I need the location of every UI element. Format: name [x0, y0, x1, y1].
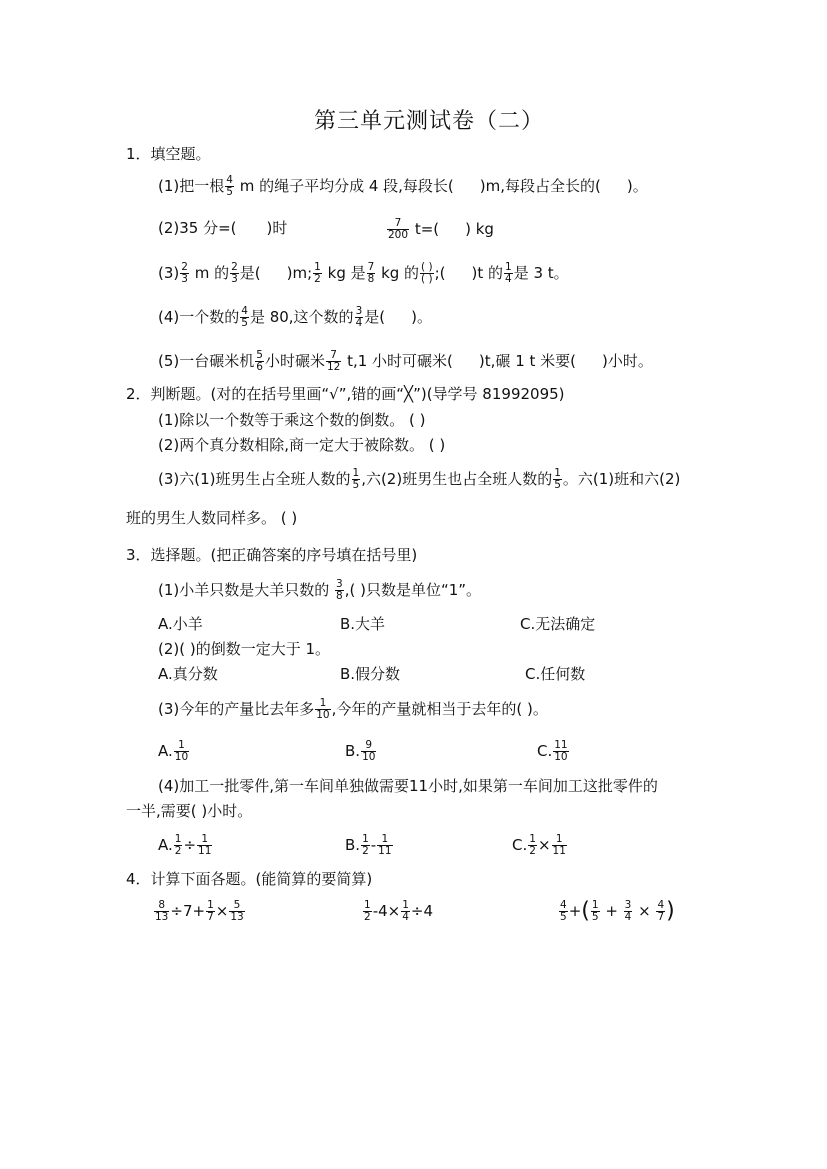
- fraction: $\frac{1}{2}$: [314, 261, 321, 285]
- s2-question-2: (2)两个真分数相除,商一定大于被除数。 ( ): [158, 436, 446, 454]
- fraction: $\frac{3}{8}$: [336, 578, 343, 602]
- text: )。: [626, 177, 648, 195]
- fraction: $\frac{7}{12}$: [326, 349, 341, 373]
- s3-question-3: (3)今年的产量比去年多 $\frac{1}{10}$ ,今年的产量就相当于去年的( )。: [158, 697, 548, 721]
- option-a[interactable]: A. $\frac{1}{2}$ ÷ $\frac{1}{11}$: [158, 833, 212, 857]
- s3-question-2: (2)( )的倒数一定大于 1。: [158, 640, 331, 658]
- page-title: 第三单元测试卷（二）: [314, 109, 545, 134]
- fraction: $\frac{4}{5}$: [226, 174, 233, 198]
- fraction-blank[interactable]: $\frac{( )}{( )}$: [421, 261, 433, 285]
- s3-question-4-cont: 一半,需要( )小时。: [126, 802, 253, 820]
- s2-question-3: (3)六(1)班男生占全班人数的 $\frac{1}{5}$ ,六(2)班男生也占全班人数的 $\frac{1}{5}$ 。六(1)班和六(2): [158, 467, 681, 491]
- s1-question-2b: [386, 218, 494, 241]
- s1-question-2a: [158, 218, 287, 238]
- calc-expression-2: $\frac{1}{2}$ -4× $\frac{1}{4}$ ÷4: [364, 899, 434, 923]
- fraction: $\frac{2}{3}$: [181, 261, 188, 285]
- s1-question-4: (4)一个数的 $\frac{4}{5}$ 是 80,这个数的 $\frac{3}{4}$ 是( )。: [158, 305, 432, 329]
- s3-question-1: (1)小羊只数是大羊只数的 $\frac{3}{8}$ ,( )只数是单位“1”。: [158, 578, 482, 602]
- fraction: $\frac{1}{10}$: [316, 697, 330, 721]
- option-b[interactable]: B. $\frac{9}{10}$: [345, 739, 376, 763]
- text: m 的绳子平均分成 4 段,每段长(: [234, 177, 454, 195]
- s1-question-1: [158, 175, 648, 198]
- option-a[interactable]: A. $\frac{1}{10}$: [158, 739, 189, 763]
- fraction: $\frac{1}{5}$: [554, 467, 561, 491]
- fraction: $\frac{7}{200}$: [388, 217, 409, 241]
- option-c[interactable]: C.任何数: [525, 665, 586, 683]
- section-1-heading: 1．填空题。: [126, 145, 211, 163]
- option-b[interactable]: B. $\frac{1}{2}$ - $\frac{1}{11}$: [345, 833, 392, 857]
- calc-expression-3: $\frac{4}{5}$ +( $\frac{1}{5}$ + $\frac{3}{4}$ × $\frac{4}{7}$ ): [560, 898, 675, 924]
- option-c[interactable]: C. $\frac{11}{10}$: [537, 739, 568, 763]
- s2-question-3-cont: 班的男生人数同样多。 ( ): [126, 509, 298, 527]
- option-a[interactable]: A.小羊: [158, 615, 203, 633]
- section-2-heading: 2．判断题。(对的在括号里画“√”,错的画“╳”)(导学号 81992095): [126, 385, 565, 403]
- calc-expression-1: $\frac{8}{13}$ ÷7+ $\frac{1}{7}$ × $\frac{5}{13}$: [155, 899, 244, 923]
- option-a[interactable]: A.真分数: [158, 665, 218, 683]
- text: (2)35 分=(: [158, 219, 237, 237]
- text: (1)把一根: [158, 177, 225, 195]
- fraction: $\frac{2}{3}$: [231, 261, 238, 285]
- text: t=(: [410, 220, 440, 238]
- text: )m,每段占全长的(: [479, 177, 601, 195]
- s1-question-5: (5)一台碾米机 $\frac{5}{6}$ 小时碾米 $\frac{7}{12}$ t,1 小时可碾米( )t,碾 1 t 米要( )小时。: [158, 349, 653, 373]
- option-b[interactable]: B.大羊: [340, 615, 386, 633]
- fraction: $\frac{1}{4}$: [505, 261, 512, 285]
- option-c[interactable]: C.无法确定: [520, 615, 596, 633]
- fraction: $\frac{1}{5}$: [352, 467, 360, 491]
- text: ) kg: [465, 220, 494, 238]
- fraction: $\frac{3}{4}$: [355, 305, 363, 329]
- text: )时: [266, 219, 288, 237]
- s2-question-1: (1)除以一个数等于乘这个数的倒数。 ( ): [158, 411, 426, 429]
- section-4-heading: 4．计算下面各题。(能简算的要简算): [126, 870, 373, 888]
- s3-question-4: (4)加工一批零件,第一车间单独做需要11小时,如果第一车间加工这批零件的: [158, 777, 658, 795]
- section-3-heading: 3．选择题。(把正确答案的序号填在括号里): [126, 546, 418, 564]
- fraction: $\frac{4}{5}$: [241, 305, 248, 329]
- fraction: $\frac{5}{6}$: [256, 349, 263, 373]
- fraction: $\frac{7}{8}$: [367, 261, 375, 285]
- option-c[interactable]: C. $\frac{1}{2}$ × $\frac{1}{11}$: [512, 833, 566, 857]
- option-b[interactable]: B.假分数: [340, 665, 401, 683]
- s1-question-3: (3) $\frac{2}{3}$ m 的 $\frac{2}{3}$ 是( )m; $\frac{1}{2}$ kg 是 $\frac{7}{8}$ kg 的 $\frac{( )}{( )}$ ;( )t 的 $\frac{1}{4}$ 是 3 t。: [158, 261, 569, 285]
